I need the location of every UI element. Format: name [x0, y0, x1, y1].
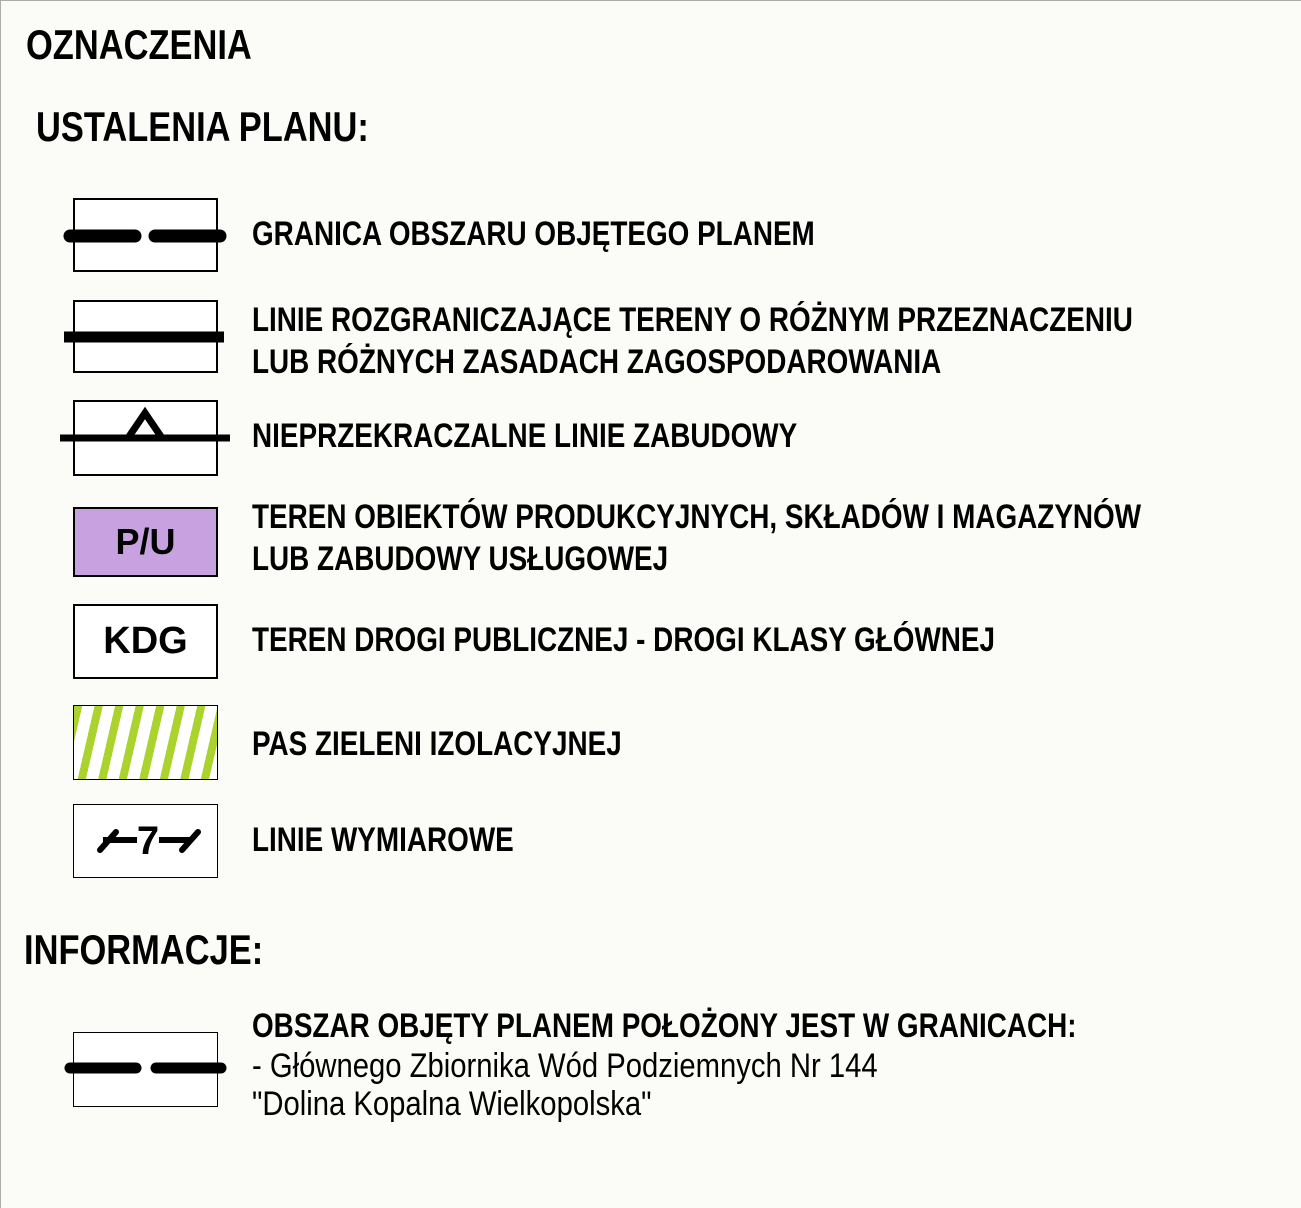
info-text-block: [252, 1005, 1258, 1123]
dimension-number: 7: [136, 819, 160, 863]
plan-boundary-dashed-line-symbol: [60, 228, 230, 244]
info-line: - Głównego Zbiornika Wód Podziemnych Nr 144: [252, 1047, 878, 1085]
info-line: "Dolina Kopalna Wielkopolska": [252, 1085, 652, 1123]
pu-zone-swatch: [73, 507, 218, 577]
info-title: OBSZAR OBJĘTY PLANEM POŁOŻONY JEST W GRANICACH:: [252, 1007, 1077, 1045]
pu-zone-code: P/U: [115, 521, 176, 562]
section-title-information-text: INFORMACJE:: [24, 926, 264, 973]
page-title-text: OZNACZENIA: [26, 21, 252, 68]
section-title-plan-provisions-text: USTALENIA PLANU:: [36, 103, 369, 150]
legend-item-label: PAS ZIELENI IZOLACYJNEJ: [252, 725, 622, 763]
dividing-solid-line-symbol: [62, 331, 226, 343]
legend-item-label: TEREN DROGI PUBLICZNEJ - DROGI KLASY GŁÓWNEJ: [252, 621, 996, 659]
legend-item-label: NIEPRZEKRACZALNE LINIE ZABUDOWY: [252, 417, 798, 455]
kdg-zone-swatch: [73, 604, 218, 679]
legend-item-label: TEREN OBIEKTÓW PRODUKCYJNYCH, SKŁADÓW I MAGAZYNÓW LUB ZABUDOWY USŁUGOWEJ: [252, 498, 1142, 578]
legend-item-label: GRANICA OBSZARU OBJĘTEGO PLANEM: [252, 215, 815, 253]
legend-item-label: LINIE WYMIAROWE: [252, 821, 514, 859]
info-boundary-dashed-line-symbol: [60, 1057, 230, 1079]
legend-item-label: LINIE ROZGRANICZAJĄCE TERENY O RÓŻNYM PRZEZNACZENIU LUB RÓŻNYCH ZASADACH ZAGOSPODAROWANIA: [252, 301, 1133, 381]
building-limit-line-symbol: [60, 402, 230, 446]
dimension-line-symbol: [73, 804, 218, 878]
section-title-plan-provisions: [36, 103, 442, 150]
kdg-zone-code: KDG: [103, 620, 188, 662]
page-title: [26, 21, 301, 68]
section-title-information: [24, 926, 316, 973]
green-belt-hatch-swatch: [73, 705, 218, 780]
